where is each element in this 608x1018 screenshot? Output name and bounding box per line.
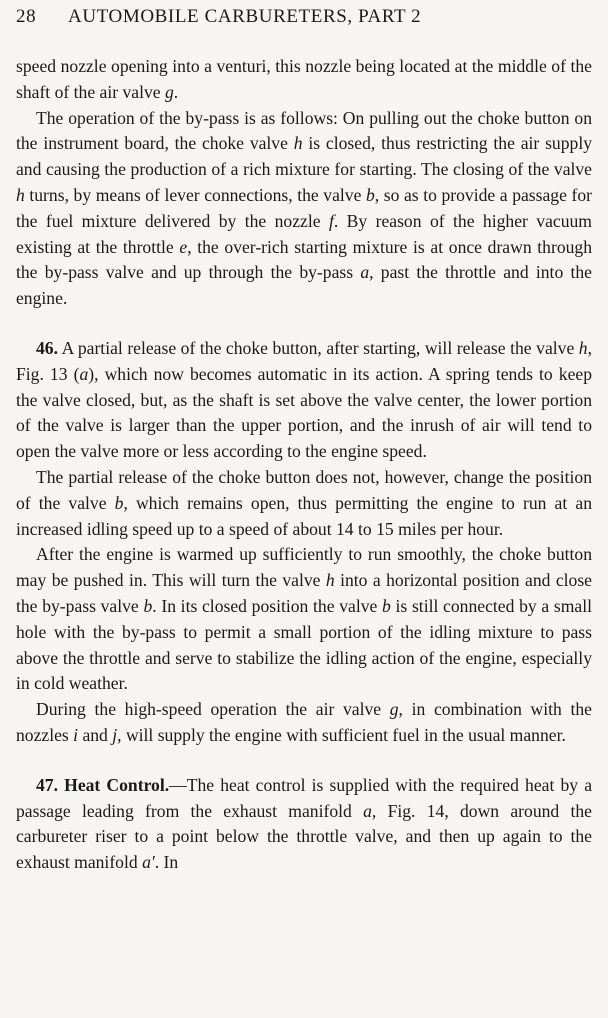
running-title: AUTOMOBILE CARBURETERS, PART 2 — [68, 6, 422, 27]
italic-letter: b — [114, 492, 124, 513]
italic-letter: g — [389, 699, 399, 720]
section-46-text: A partial release of the choke button, after starting, will release the valve h, Fig. 13 (a), which now becomes automatic in its action. A spring tends to keep the valve closed, but, as the shaft is set above the valve center, the lower portion of the valve is larger than the upper portion, and the inrush of air will tend to open the valve more or less according to the engine speed. — [16, 337, 592, 462]
section-46-paragraph — [16, 336, 592, 465]
paragraph-high-speed: During the high-speed operation the air valve g, in combination with the nozzles i and j, will supply the engine with sufficient fuel in the usual manner. — [16, 699, 592, 745]
italic-letter: g — [165, 81, 174, 102]
italic-letter: a — [79, 363, 89, 384]
italic-letter: i — [73, 724, 79, 745]
section-number: 46. — [36, 337, 58, 358]
italic-letter: h — [16, 184, 25, 205]
italic-letter: b — [143, 595, 153, 616]
section-47-text: —The heat control is supplied with the required heat by a passage leading from the exhaust manifold a, Fig. 14, down around the carbureter riser to a point below the throttle valve, and then up again to the exhaust manifold a′. In — [16, 774, 593, 873]
section-number: 47. — [36, 774, 58, 795]
body-text — [16, 54, 592, 876]
paragraph-partial-release: The partial release of the choke button does not, however, change the position of the valve b, which remains open, thus permitting the engine to run at an increased idling speed up to a speed of about 14 to 15 miles per hour. — [16, 466, 592, 539]
section-title: Heat Control. — [64, 774, 170, 795]
italic-letter: j — [112, 724, 118, 745]
section-47-paragraph — [16, 773, 592, 876]
italic-letter: h — [578, 337, 588, 358]
italic-letter: b — [382, 595, 391, 616]
italic-letter: a′ — [142, 852, 155, 873]
italic-letter: a — [360, 262, 370, 283]
italic-letter: e — [179, 236, 188, 257]
page-header — [16, 6, 592, 36]
page-number: 28 — [16, 6, 37, 27]
paragraph-warmed-up: After the engine is warmed up sufficiently to run smoothly, the choke button may be pushed in. This will turn the valve h into a horizontal position and close the by-pass valve b. In its closed position the valve b is still connected by a small hole with the by-pass to permit a small portion of the idling mixture to pass above the throttle and serve to stabilize the idling action of the engine, especially in cold weather. — [16, 544, 592, 694]
italic-letter: h — [325, 570, 335, 591]
paragraph-continued: speed nozzle opening into a venturi, this nozzle being located at the middle of the shaft of the air valve g. — [16, 56, 592, 102]
italic-letter: f — [328, 210, 334, 231]
italic-letter: h — [293, 133, 303, 154]
paragraph-bypass-operation: The operation of the by-pass is as follows: On pulling out the choke button on the instrument board, the choke valve h is closed, thus restricting the air supply and causing the production of a rich mixture for starting. The closing of the valve h turns, by means of lever connections, the valve b, so as to provide a passage for the fuel mixture delivered by the nozzle f. By reason of the higher vacuum existing at the throttle e, the over-rich starting mixture is at once drawn through the by-pass valve and up through the by-pass a, past the throttle and into the engine. — [16, 107, 593, 309]
italic-letter: b — [365, 184, 375, 205]
italic-letter: a — [363, 800, 372, 821]
